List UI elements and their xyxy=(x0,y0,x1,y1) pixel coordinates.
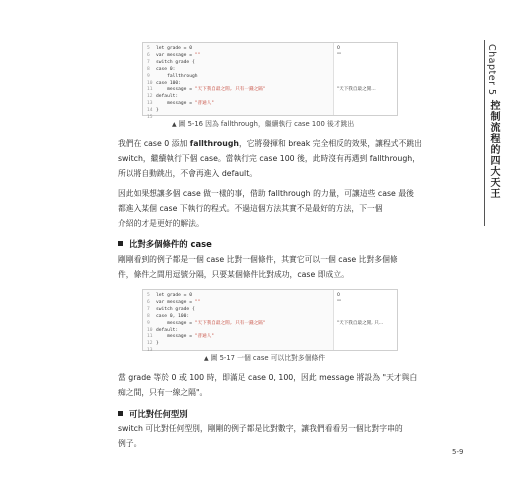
result-value xyxy=(337,94,397,101)
code-line xyxy=(147,341,333,348)
text-line: 所以將自動跳出，不會再進入 default。 xyxy=(118,169,258,178)
line-number: 12 xyxy=(147,341,153,347)
string-literal: "天下我自最之閒, 只有一錢之隔" xyxy=(194,320,266,326)
text-run: ，它將發揮和 break 完全相反的效果，讓程式不跳出 xyxy=(238,139,422,148)
result-value: "天下我自最之閒... xyxy=(337,87,376,93)
code-token: message = xyxy=(156,87,195,93)
line-number: 6 xyxy=(147,299,150,305)
square-bullet-icon xyxy=(118,411,123,416)
code-line xyxy=(147,67,333,74)
square-bullet-icon xyxy=(118,241,123,246)
line-number: 15 xyxy=(147,115,153,121)
triangle-icon: ▲ xyxy=(204,355,209,362)
line-number: 6 xyxy=(147,52,150,58)
line-number: 11 xyxy=(147,87,153,93)
text-line: 痴之間，只有一線之隔"。 xyxy=(118,388,208,397)
triangle-icon: ▲ xyxy=(172,121,177,128)
paragraph xyxy=(118,370,462,400)
result-value: 0 xyxy=(337,46,340,51)
code-screenshot-fig-5-17 xyxy=(142,289,398,354)
paragraph xyxy=(118,421,462,451)
text-line: 件，條件之間用逗號分隔，只要某個條件比對成功，case 即成立。 xyxy=(118,270,349,279)
text-line: 都進入某個 case 下執行的程式。不過這個方法其實不是最好的方法，下一個 xyxy=(118,204,383,213)
code-line xyxy=(147,60,333,67)
code-line xyxy=(147,46,333,53)
code-token: switch grade { xyxy=(156,306,195,312)
section-heading xyxy=(118,408,188,420)
code-token: default: xyxy=(156,94,179,100)
code-token: var message = xyxy=(156,299,195,305)
paragraph xyxy=(118,186,462,231)
caption-text: 圖 5-17 一個 case 可以比對多個條件 xyxy=(210,354,326,362)
code-line xyxy=(147,293,333,300)
code-screenshot-fig-5-16 xyxy=(142,42,398,121)
code-token: } xyxy=(156,341,159,347)
caption-text: 圖 5-16 因為 fallthrough，繼續執行 case 100 後才跳出 xyxy=(178,120,355,128)
paragraph xyxy=(118,252,462,282)
code-line xyxy=(147,108,333,115)
section-heading xyxy=(118,238,212,250)
code-line xyxy=(147,314,333,321)
code-line xyxy=(147,334,333,341)
heading-text: 比對多個條件的 case xyxy=(129,239,212,249)
code-token: let grade = 0 xyxy=(156,46,192,51)
text-line: switch，繼續執行下個 case。當執行完 case 100 後，此時沒有再遇到 fallthrough， xyxy=(118,154,421,163)
keyword-fallthrough: fallthrough xyxy=(189,139,239,148)
code-token: } xyxy=(156,108,159,114)
code-token: message = xyxy=(156,334,195,340)
result-value xyxy=(337,314,397,321)
code-token: var message = xyxy=(156,52,195,58)
code-token: switch grade { xyxy=(156,59,195,65)
string-literal: "" xyxy=(194,52,201,58)
string-literal: "" xyxy=(194,299,201,305)
results-sidebar xyxy=(333,43,397,115)
result-value xyxy=(337,60,397,67)
result-value xyxy=(337,348,397,350)
string-literal: "普通人" xyxy=(194,334,215,340)
line-number: 10 xyxy=(147,80,153,86)
code-line xyxy=(147,101,333,108)
paragraph xyxy=(118,136,462,181)
line-number: 7 xyxy=(147,59,150,65)
code-line xyxy=(147,321,333,328)
result-value xyxy=(337,334,397,341)
heading-text: 可比對任何型別 xyxy=(129,409,188,419)
line-number: 13 xyxy=(147,348,153,354)
line-number: 14 xyxy=(147,108,153,114)
result-value xyxy=(337,74,397,81)
code-editor-pane xyxy=(143,43,333,121)
result-value: 0 xyxy=(337,293,340,298)
code-token: fallthrough xyxy=(156,73,198,79)
line-number: 10 xyxy=(147,327,153,333)
text-line: switch 可比對任何型別，剛剛的例子都是比對數字，讓我們看看另一個比對字串的 xyxy=(118,424,403,433)
result-value: "" xyxy=(337,52,342,58)
line-number: 8 xyxy=(147,313,150,319)
result-value xyxy=(337,101,397,108)
code-token: case 0, 100: xyxy=(156,313,190,319)
code-editor-pane xyxy=(143,290,333,354)
text-line: 例子。 xyxy=(118,439,142,448)
result-value xyxy=(337,307,397,314)
figure-caption-5-17 xyxy=(204,352,325,362)
results-sidebar xyxy=(333,290,397,350)
result-value: "" xyxy=(337,299,342,305)
line-number: 7 xyxy=(147,306,150,312)
result-value: "天下我自最之閒, 只... xyxy=(337,320,384,326)
code-line xyxy=(147,300,333,307)
line-number: 5 xyxy=(147,293,150,298)
code-line xyxy=(147,74,333,81)
figure-caption-5-16 xyxy=(172,118,354,128)
line-number: 9 xyxy=(147,320,150,326)
line-number: 13 xyxy=(147,101,153,107)
code-line xyxy=(147,53,333,60)
text-line: 剛剛看到的例子都是一個 case 比對一個條件，其實它可以一個 case 比對多個條 xyxy=(118,255,398,264)
code-line xyxy=(147,307,333,314)
line-number: 12 xyxy=(147,94,153,100)
text-line: 當 grade 等於 0 或 100 時，即滿足 case 0, 100，因此 message 將設為 "天才與白 xyxy=(118,373,418,382)
text-line: 因此如果想讓多個 case 做一樣的事，借助 fallthrough 的力量，可讓這些 case 最後 xyxy=(118,189,414,198)
chapter-label: Chapter 5 xyxy=(486,44,497,96)
code-token: case 0: xyxy=(156,66,176,72)
result-value xyxy=(337,108,397,115)
result-value xyxy=(337,341,397,348)
line-number: 5 xyxy=(147,46,150,51)
line-number: 8 xyxy=(147,66,150,72)
line-number: 9 xyxy=(147,73,150,79)
text-run: 我們在 case 0 添加 xyxy=(118,139,190,148)
result-value xyxy=(337,67,397,74)
code-token: case 100: xyxy=(156,80,181,86)
chapter-divider-line xyxy=(484,40,485,226)
string-literal: "天下我自最之閒, 只有一錢之隔" xyxy=(194,87,266,93)
code-token: message = xyxy=(156,320,195,326)
chapter-title: 控制流程的四大天王 xyxy=(488,100,499,199)
string-literal: "普通人" xyxy=(194,101,215,107)
code-token: let grade = 0 xyxy=(156,293,192,298)
code-token: default: xyxy=(156,327,179,333)
page-number: 5-9 xyxy=(452,448,464,456)
text-line xyxy=(118,136,462,151)
code-token: message = xyxy=(156,101,195,107)
text-line: 介紹的才是更好的解法。 xyxy=(118,219,204,228)
result-value xyxy=(337,328,397,335)
line-number: 11 xyxy=(147,334,153,340)
